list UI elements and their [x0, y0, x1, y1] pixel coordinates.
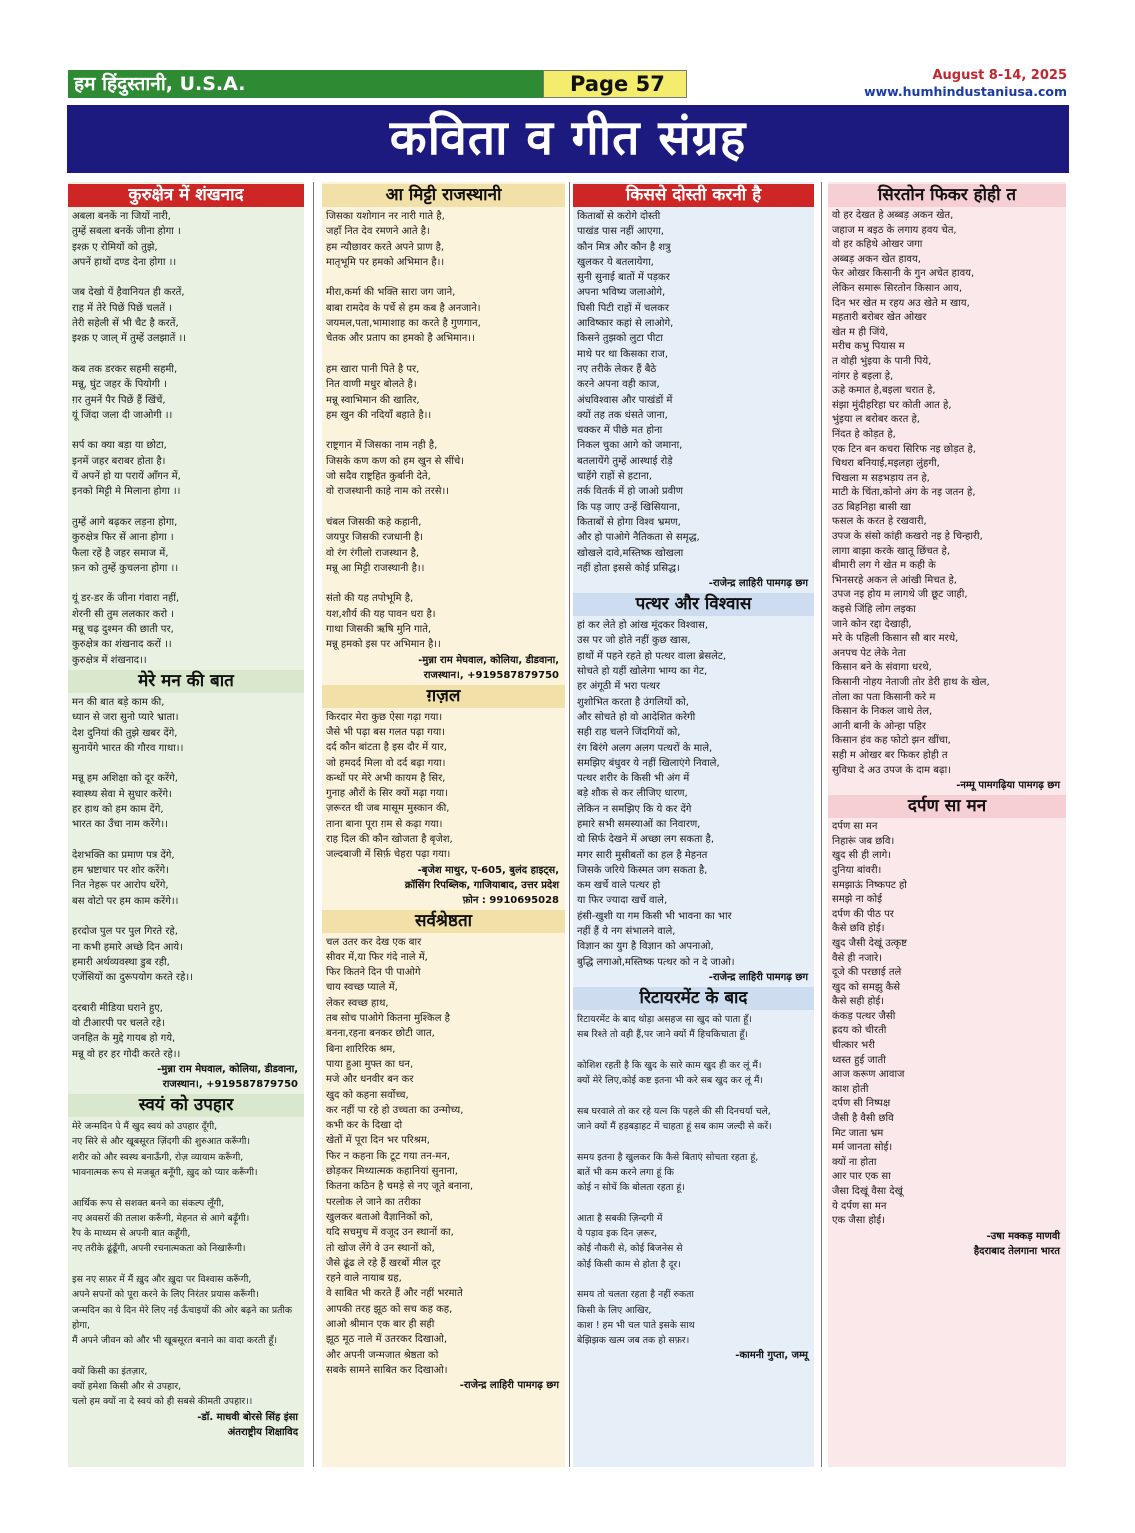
poem-credit: -डॉ. माधवी बोरसे सिंह इंसा अंतराष्ट्रीय शिक्षाविद [197, 1411, 298, 1438]
poem-credit: -राजेन्द्र लाहिरी पामगढ़ छग [708, 578, 808, 590]
poem-title: सर्वश्रेष्ठता [322, 910, 565, 933]
website-link[interactable]: www.humhindustaniusa.com [864, 84, 1067, 99]
masthead-brand-bar [68, 70, 543, 98]
column-divider [821, 182, 822, 1467]
column-divider [569, 182, 570, 1467]
poem-title: पत्थर और विश्वास [573, 593, 814, 616]
page-number-box [543, 70, 687, 98]
poem-title: दर्पण सा मन [828, 795, 1066, 818]
poem-body: मन की बात बड़े काम की, ध्यान से जरा सुनो प्यारे भ्राता। देश दुनियां की तुझे खबर देंगे, सुनायेंगे भारत की गौरव गाथा।। मन्नू हम अशिक्षा को दूर करेंगे, स्वास्थ्य सेवा मे सुधार करेंगे। हर हाथ को हम काम देंगे, भारत का उँचा नाम करेंगे।। देशभक्ति का प्रमाण पत्र देंगे, हम भ्रष्टाचार पर शोर करेंगे। नित नेहरू पर आरोप धरेंगे, बस वोटो पर हम काम करेंगे।। हरदोज पुल पर पुल गिरते रहे, ना कभी हमारे अच्छे दिन आये। हमारी अर्थव्यवस्था डुब रही, एजेंसियों का दुरूपयोग करते रहे।। दरबारी मीडिया घराने हुए, वो टीआरपी पर चलते रहे। जनहित के मुद्दे गायब हो गये, मन्नू वो हर हर गोदी करते रहे।। [72, 696, 193, 1060]
poem-title: आ मिट्टी राजस्थानी [322, 184, 565, 207]
column-2 [322, 182, 565, 1467]
poem-title: ग़ज़ल [322, 685, 565, 708]
poem-title: मेरे मन की बात [68, 670, 304, 693]
poem-credit: -मुन्ना राम मेघवाल, कोलिया, डीडवाना, राजस्थान।, +919587879750 [418, 654, 559, 681]
poem-credit: -उषा मक्कड़ माणवी हैदराबाद तेलगाना भारत [973, 1230, 1060, 1257]
poem-body: जिसका यशोगान नर नारी गाते है, जहाँ नित देव रमणने आते है। हम न्यौछावर करते अपने प्राण है, मातृभूमि पर हमको अभिमान है।। मीरा,कर्मा की भक्ति सारा जग जाने, बाबा रामदेव के पर्चे से हम कब है अनजाने। जयमल,पता,भामाशाह का करते है गुणगान, चेतक और प्रताप का हमको है अभिमान।। हम खारा पानी पिते है पर, नित वाणी मधुर बोलते है। मन्नू स्वाभिमान की खातिर, हम खुन की नदियाँ बहाते है।। राष्ट्रगान में जिसका नाम नही है, जिसके कण कण को हम खुन से सींचे। जो सदैव राष्ट्रहित कुर्बानी देते, वो राजस्थानी काहे नाम को तरसे।। चंबल जिसकी कहे कहानी, जयपुर जिसकी रजधानी है। वो रंग रंगीलो राजस्थान है, मन्नू आ मिट्टी राजस्थानी है।। संतो की यह तपोभूमि है, यश,शौर्य की यह पावन धरा है। गाथा जिसकी ऋषि मुनि गाते, मन्नू हमको इस पर अभिमान है।। [326, 211, 481, 651]
poem-title: स्वयं को उपहार [68, 1094, 304, 1117]
poem-body: मेरे जन्मदिन पे मैं खुद स्वयं को उपहार दूँगी, नए सिरे से और खूबसूरत ज़िंदगी की शुरुआत करूँगी। शरीर को और स्वस्थ बनाऊँगी, रोज़ व्यायाम करूँगी, भावनात्मक रूप से मजबूत बनूँगी, ख़ुद को प्यार करूँगी। आर्थिक रूप से सशक्त बनने का संकल्प लूँगी, नए अवसरों की तलाश करूँगी, मेहनत से आगे बढ़ूँगी। रैप के माध्यम से अपनी बात कहूँगी, नए तरीके ढूंढूँगी, अपनी रचनात्मकता को निखारूँगी। इस नए सफ़र में मैं ख़ुद और ख़ुदा पर विश्वास करूँगी, अपने सपनों को पूरा करने के लिए निरंतर प्रयास करूँगी। जन्मदिन का ये दिन मेरे लिए नई ऊँचाइयों की ओर बढ़ने का प्रतीक होगा, मैं अपने जीवन को और भी खूबसूरत बनाने का वादा करती हूँ। क्यों किसी का इंतज़ार, क्यों हमेशा किसी और से उपहार, चलो हम क्यों ना दे स्वयं को ही सबसे कीमती उपहार।। [72, 1121, 292, 1408]
column-1 [68, 182, 304, 1467]
poem-credit: -कामनी गुप्ता, जम्मू [735, 1350, 808, 1362]
column-3 [573, 182, 814, 1467]
poem-credit: -बृजेश माथुर, ए-605, बुलंद हाइट्स, क्रॉसिंग रिपब्लिक, गाजियाबाद, उत्तर प्रदेश फ़ोन : 9910695028 [404, 864, 559, 906]
poem-title: कुरुक्षेत्र में शंखनाद [68, 184, 304, 207]
poem-credit: -राजेन्द्र लाहिरी पामगढ़ छग [459, 1380, 559, 1392]
poem-credit: -मुन्ना राम मेघवाल, कोलिया, डीडवाना, राजस्थान।, +919587879750 [157, 1064, 298, 1091]
poem-title: रिटायरमेंट के बाद [573, 987, 814, 1010]
section-banner [67, 105, 1069, 173]
poem-body: हां कर लेते हो आंख मूंदकर विश्वास, उस पर जो होते नहीं कुछ खास, हाथों में पहने रहते हो पत्थर वाला ब्रेसलेट, सोचते हो यहीं खोलेगा भाग्य का गेट, हर अंगूठी में भरा पत्थर शुशोभित करता है उंगलियों को, और सोचते हो वो आदेशित करेगी सही राह चलने जिंदगियों को, रंग बिरंगे अलग अलग पत्थरों के माले, समझिए बंधुवर ये नहीं खिलाएंगे निवाले, पत्थर शरीर के किसी भी अंग में बड़े शौक से कर लीजिए धारण, लेकिन न समझिए कि ये कर देंगे हमारे सभी समस्याओं का निवारण, वो सिर्फ देखने में अच्छा लग सकता है, मगर सारी मुसीबतों का हल है मेहनत जिसके जरिये किस्मत जग सकता है, कम खर्चे वाले पत्थर हो या फिर ज्यादा खर्चे वाले, हंसी-खुशी या गम किसी भी भावना का भार नहीं हैं ये नग संभालने वाले, विज्ञान का युग है विज्ञान को अपनाओ, बुद्धि लगाओ,मस्तिष्क पत्थर को न दे जाओ। [577, 620, 735, 968]
column-divider [313, 182, 314, 1467]
column-4 [828, 182, 1066, 1467]
poem-title: सिरतोन फिकर होही त [828, 184, 1066, 207]
poem-body: रिटायरमेंट के बाद थोड़ा असहज सा खुद को पाता हूँ। सब रिश्ते तो वही हैं,पर जाने क्यों मैं हिचकिचाता हूँ। कोशिश रहती है कि खुद के सारे काम खुद ही कर लूं मैं। क्यों मेरे लिए,कोई कष्ट इतना भी करे सब खुद कर लूं मैं। सब घरवाले तो कर रहे यत्न कि पहले की सी दिनचर्या चले, जाने क्यों मैं हड़बड़ाहट में चाहता हूं सब काम जल्दी से करें। समय इतना है खुलकर कि कैसे बिताएं सोचता रहता हूं, बातें भी कम करने लगा हूं कि कोई न सोचें कि बोलता रहता हूं। आता है सबकी ज़िन्दगी में ये पड़ाव इक दिन ज़रूर, कोई नौकरी से, कोई बिजनेस से कोई किसी काम से होता है दूर। समय तो चलता रहता है नहीं रुकता किसी के लिए आखिर, काश ! हम भी चल पाते इसके साथ बेझिझक खत्म जब तक हो सफ़र। [577, 1013, 772, 1347]
poem-credit: -नम्मू पामगढ़िया पामगढ़ छग [956, 780, 1060, 792]
poem-body: चल उतर कर देख एक बार सीवर में,या फिर गंदे नाले में, फिर कितने दिन पी पाओगे चाय स्वच्छ प्याले में, लेकर स्वच्छ हाथ, तब सोच पाओगे कितना मुश्किल है बनना,रहना बनकर छोटी जात, बिना शारिरिक श्रम, पाया हुआ मुफ्त का धन, मजे और धनवीर बन कर खुद को कहना सर्वोच्च, कर नहीं पा रहे हो उच्चता का उन्मोच्य, कभी कर के दिखा दो खेतों में पूरा दिन भर परिश्रम, फिर न कहना कि टूट गया तन-मन, छोड़कर मिथ्यात्मक कहानियां सुनाना, कितना कठिन है चमड़े से नए जूते बनाना, परलोक ले जाने का तरीका खुलकर बताओ वैज्ञानिकों को, यदि सचमुच में वजूद उन स्थानों का, तो खोज लेंगे वे उन स्थानों को, जैसे ढूंढ ले रहे हैं खरबों मील दूर रहने वाले नायाब ग्रह, वे साबित भी करते हैं और नहीं भरमाते आपकी तरह झूठ को सच कह कह, आओ श्रीमान एक बार ही सही झूठ मूठ नाले में उतरकर दिखाओ, और अपनी जन्मजात श्रेष्ठता को सबके सामने साबित कर दिखाओ। [326, 936, 474, 1376]
poem-body: किताबों से करोगे दोस्ती पाखंड पास नहीं आएगा, कौन मित्र और कौन है शत्रु खुलकर ये बतलायेगा, सुनी सुनाई बातों में पड़कर अपना भविष्य जलाओगे, घिसी पिटी राहों में चलकर आविष्कार कहां से लाओगे, किसने तुझको लुटा पीटा माथे पर था किसका राज, नए तरीके लेकर हैं बैठे करने अपना वही काज, अंधविश्वास और पाखंडों में क्यों तह तक धंसते जाना, चक्कर में पीछे मत होना निकल चुका आगे को जमाना, बतलायेंगे तुम्हें आस्थाई रोड़े चाहेंगे राहों से हटाना, तर्क वितर्क में हो जाओ प्रवीण कि पड़ जाए उन्हें खिसियाना, किताबों से होगा विश्व भ्रमण, और हो पाओगे नैतिकता से समृद्ध, खोखले दावे,मस्तिष्क खोखला नहीं होता इससे कोई प्रसिद्ध। [577, 211, 700, 574]
masthead-brand: हम हिंदुस्तानी, U.S.A. [74, 73, 246, 95]
poem-body: किरदार मेरा कुछ ऐसा गढ़ा गया। जैसे भी पढ़ा बस गलत पढ़ा गया। दर्द कौन बांटता है इस दौर में यार, जो हमदर्द मिला वो दर्द बढ़ा गया। कन्धों पर मेरे अभी कायम है सिर, गुनाह औरों के सिर क्यों मढ़ा गया। ज़रूरत थी जब मासूम मुस्कान की, ताना बाना पूरा ग़म से कढ़ा गया। राह दिल की कौन खोजता है बृजेश, जल्दबाजी में सिर्फ़ चेहरा पढ़ा गया। [326, 711, 453, 861]
poem-body: वो हर देखत हे अब्बड़ अकन खेत, जहाज म बइठ के लगाय हवय चेत, वो हर कहिथे ओखर जगा अब्बड़ अकन खेत हावय, फेर ओखर किसानी के गुन अचेत हावय, लेकिन समारू सिरतोन किसान आय, दिन भर खेत म रहय अउ खेते म खाय, महतारी बरोबर खेत ओखर खेत म ही जिंये, मरीच कभु पियास म त वोही भुंइया के पानी पिये, नांगर हे बइला हे, ऊहे कमात हे,बइला चरात हे, संझा मुंदीहरिहा घर कोती आत हे, भुंइया ल बरोबर करत हे, निंदत हे कोड़त हे, एक टिन बन कचरा सिरिफ नइ छोड़त हे, चिथरा बनियाई,मइलहा लुंहगी, चिखला म सड़भड़ाय तन हे, माटी के चिंता,कोनो अंग के नइ जतन हे, उठ बिहनिहा बासी खा फसल के करत हे रखवारी, उपज के संसो कांही कखरो नइ हे चिन्हारी, लागा बाझा करके खातू छिंचत हे, बीमारी लग गे खेत म कही के भिनसरहे अकन ले आंखी मिचत हे, उपज नइ होय म लागथे जी छूट जाही, कइसे जिंहि लोग लइका जाने कोन रद्दा देखाही, मरे के पहिली किसान सौ बार मरथे, अनपच पेट लेके नेता किसान बने के संवागा धरथे, किसानी नोहय नेताजी तोर डेरी हाथ के खेल, तोला का पता किसानी करे म किसान के निकल जाथे तेल, आनी बानी के ओन्हा पहिर किसान हंव कह फोटो झन खींचा, सही म ओखर बर फिकर होही त सुविधा दे अउ उपज के दाम बढ़ा। [832, 210, 990, 776]
poem-title: किससे दोस्ती करनी है [573, 184, 814, 207]
section-title: कविता व गीत संग्रह [389, 110, 747, 166]
poem-body: अबला बनकें ना जियों नारी, तुम्हें सबला बनकें जीना होगा । इश्क़ ए रोमियों को तुझे, अपनें हाथों दण्ड देना होगा ।। जब देखो यें हैवानियत ही करतें, राह में तेरे पिछें पिछें चलतें । तेरी सहेली सें भी चैट है करतें, इश्क़ ए जाल् में तुम्हें उलझातें ।। कब तक डरकर सहमी सहमी, मन्नू, घुंट जहर कें पियोगी । ग़र तुमनें पैर पिछें हैं खिंचें, यूं जिंदा जला दी जाओगी ।। सर्प का क्या बड़ा या छोटा, इनमें जहर बराबर होता है। यें अपनें हो या परायें आँगन में, इनको मिट्टी मे मिलाना होगा ।। तुम्हें आगे बढ़कर लड़ना होगा, कुरुक्षेत्र फिर सें आना होगा । फैला रहें है जहर समाज में, फ़न को तुम्हें कुचलना होगा ।। यूं डर-डर कें जीना गंवारा नहीं, शेरनी सी तुम ललकार करो । मन्नू चढ़ दुश्मन की छाती पर, कुरुक्षेत्र का शंखनाद करों ।। कुरुक्षेत्र में शंखनाद।। [72, 211, 187, 666]
poem-credit: -राजेन्द्र लाहिरी पामगढ़ छग [708, 971, 808, 983]
poem-body: दर्पण सा मन निहारूं जब छवि। खुद सी ही लागे। दुनिया बांवरी। समझाऊं निष्कपट हो समझे ना कोई दर्पण की पीठ पर कैसे छवि होई। खुद जैसी देखूं उत्कृष्ट वैसे ही नजारे। दूजे की परछाई तले खुद को समझु कैसे कैसे सही होई। कंकड़ पत्थर जैसी ह्रदय को चीरती चीत्कार भरी ध्वस्त हुई जाती आज करूण आवाज काश होती दर्पण सी निष्पक्ष जैसी है वैसी छवि मिट जाता भ्रम मर्म जानता सोई। क्यों ना होता आर पार एक सा जैसा दिखूं वैसा देखूं ये दर्पण सा मन एक जैसा होई। [832, 821, 907, 1227]
page-number: Page 57 [570, 72, 665, 96]
issue-date: August 8-14, 2025 [932, 68, 1067, 83]
